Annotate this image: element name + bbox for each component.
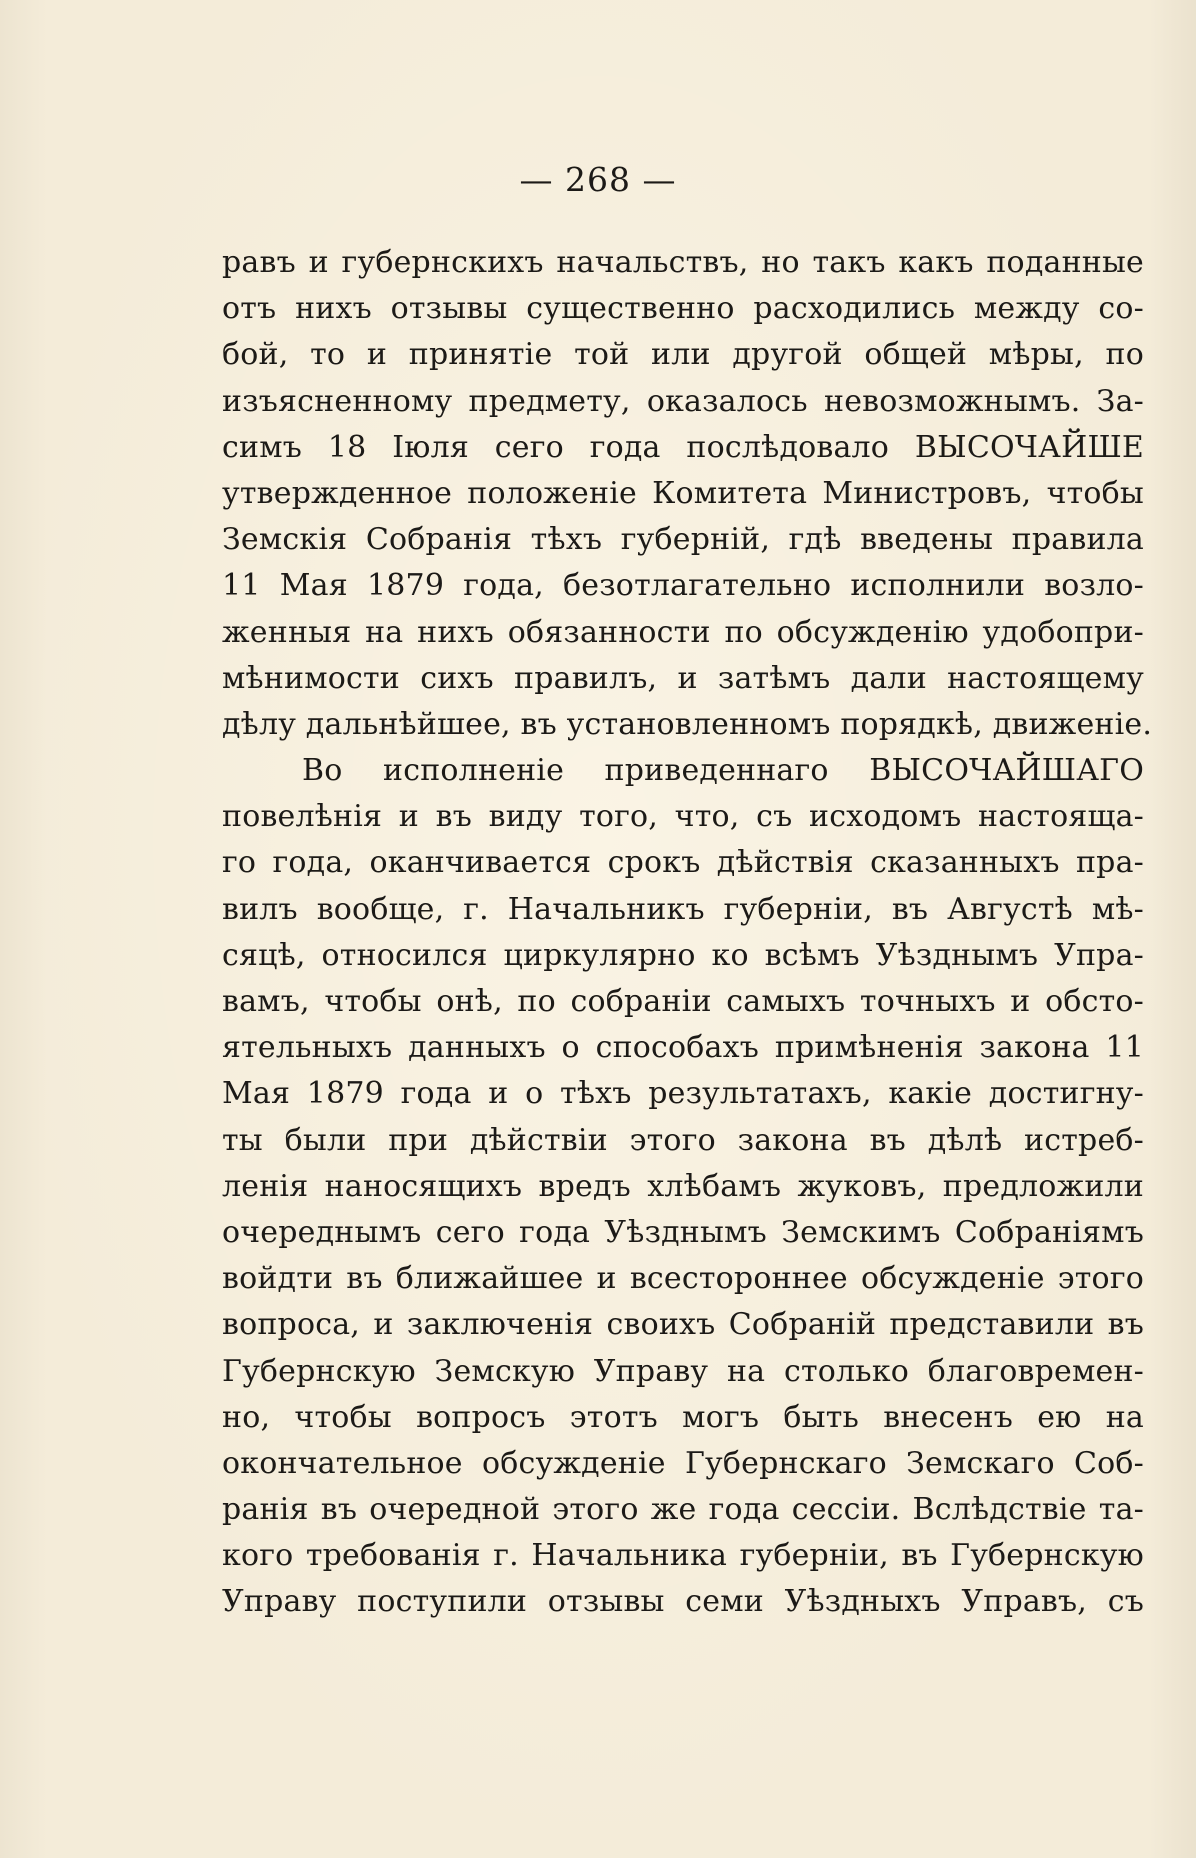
text-line: ятельныхъ данныхъ о способахъ примѣненія закона 11 [222, 1030, 1144, 1066]
page-number: — 268 — [519, 160, 677, 199]
text-line: женныя на нихъ обязанности по обсужденію удобопри- [222, 614, 1144, 650]
text-line: окончательное обсужденіе Губернскаго Земскаго Соб- [222, 1445, 1144, 1481]
text-line: дѣлу дальнѣйшее, въ установленномъ порядкѣ, движеніе. [222, 706, 1153, 742]
text-line: изъясненному предмету, оказалось невозможнымъ. За- [222, 383, 1144, 419]
text-line: симъ 18 Іюля сего года послѣдовало ВЫСОЧАЙШЕ [222, 429, 1144, 465]
text-line: равъ и губернскихъ начальствъ, но такъ какъ поданные [222, 245, 1144, 280]
text-line: ранія въ очередной этого же года сессіи. Вслѣдствіе та- [222, 1492, 1144, 1528]
text-line: Во исполненіе приведеннаго ВЫСОЧАЙШАГО [302, 753, 1144, 789]
text-line: ленія наносящихъ вредъ хлѣбамъ жуковъ, предложили [222, 1168, 1144, 1204]
text-line: отъ нихъ отзывы существенно расходились между со- [222, 291, 1144, 327]
text-line: Земскія Собранія тѣхъ губерній, гдѣ введены правила [222, 522, 1144, 558]
text-line: повелѣнія и въ виду того, что, съ исходомъ настояща- [222, 799, 1144, 835]
text-line: го года, оканчивается срокъ дѣйствія сказанныхъ пра- [222, 845, 1144, 881]
text-line: вопроса, и заключенія своихъ Собраній представили въ [222, 1307, 1144, 1343]
text-line: Управу поступили отзывы семи Уѣздныхъ Управъ, съ [222, 1584, 1144, 1620]
text-line: ты были при дѣйствіи этого закона въ дѣлѣ истреб- [222, 1122, 1144, 1158]
body-text [222, 240, 1153, 1626]
text-line: бой, то и принятіе той или другой общей мѣры, по [222, 337, 1144, 373]
text-line: 11 Мая 1879 года, безотлагательно исполнили возло- [222, 568, 1144, 604]
text-line: Губернскую Земскую Управу на столько благовремен- [222, 1353, 1144, 1389]
text-line: Мая 1879 года и о тѣхъ результатахъ, какіе достигну- [222, 1076, 1144, 1112]
text-line: мѣнимости сихъ правилъ, и затѣмъ дали настоящему [222, 660, 1144, 696]
text-line: утвержденное положеніе Комитета Министровъ, чтобы [222, 475, 1144, 511]
text-line: кого требованія г. Начальника губерніи, въ Губернскую [222, 1538, 1144, 1574]
text-line: сяцѣ, относился циркулярно ко всѣмъ Уѣзднымъ Упра- [222, 937, 1144, 973]
text-line: очереднымъ сего года Уѣзднымъ Земскимъ Собраніямъ [222, 1214, 1144, 1250]
text-line: вамъ, чтобы онѣ, по собраніи самыхъ точныхъ и обсто- [222, 984, 1144, 1019]
text-line: но, чтобы вопросъ этотъ могъ быть внесенъ ею на [222, 1399, 1144, 1435]
text-line: вилъ вообще, г. Начальникъ губерніи, въ Августѣ мѣ- [222, 891, 1144, 927]
text-line: войдти въ ближайшее и всестороннее обсужденіе этого [222, 1261, 1144, 1297]
